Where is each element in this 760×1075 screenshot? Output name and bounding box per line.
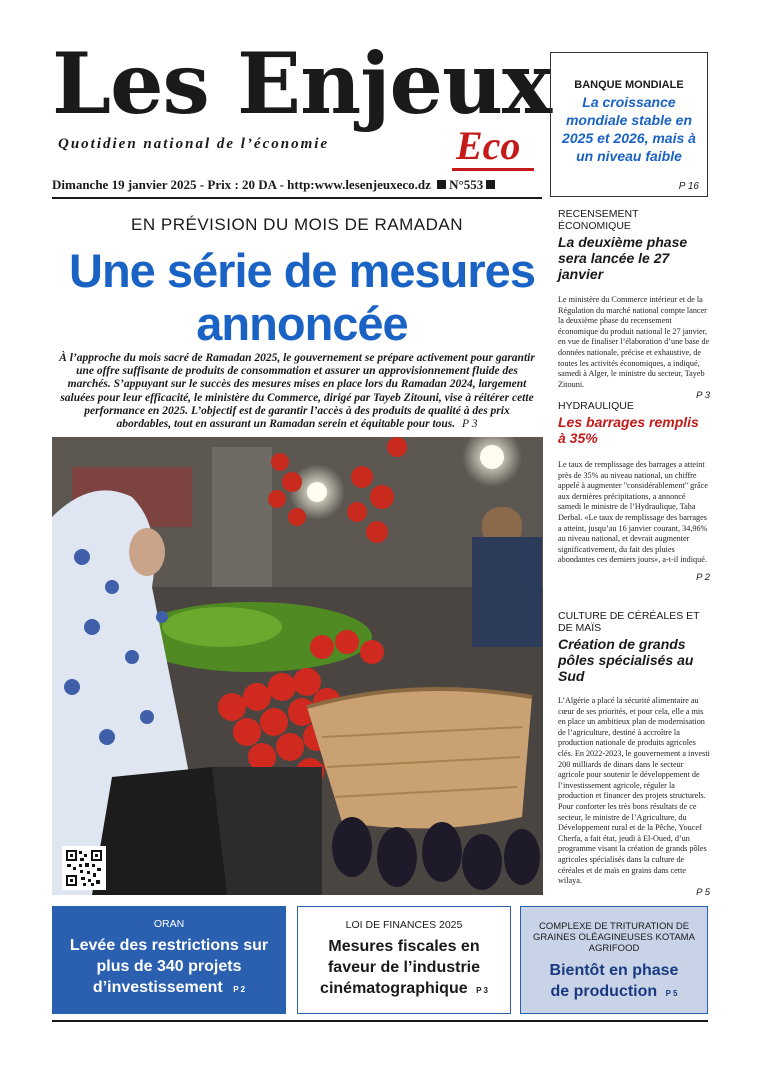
teaser-title[interactable] [521, 960, 707, 1004]
market-stall-photo-icon [52, 437, 543, 895]
teaser-loi-finances[interactable] [297, 906, 511, 1014]
dateline-text: Dimanche 19 janvier 2025 - Prix : 20 DA - http:www.lesenjeuxeco.dz [52, 177, 431, 192]
footer-rule [52, 1020, 708, 1022]
masthead-eco: Eco [456, 123, 521, 168]
issue-number: N°553 [449, 177, 484, 192]
teaser-page-ref: P 3 [476, 986, 488, 995]
teaser-title[interactable] [298, 936, 510, 1001]
teaser-title-text: Mesures fiscales en faveur de l’industrie cinématographique [320, 938, 481, 997]
sidebar-page-ref: P 5 [696, 886, 710, 898]
square-bullet-icon [486, 180, 495, 189]
sidebar-body: Le ministère du Commerce intérieur et de la Régulation du marché national compte lancer la deuxième phase du recensement économique du produit national le 27 janvier, en vue de finaliser l’élaboration d’une base de données nationale, précise et exhaustive, de toutes les activités économiques, a indiqué, samedi à Alger, le ministre du secteur, Tayeb Zitouni. [558, 295, 710, 389]
sidebar-title[interactable]: La deuxième phase sera lancée le 27 janvier [558, 234, 688, 282]
teaser-title-text: Levée des restrictions sur plus de 340 projets d’investissement [69, 937, 269, 996]
sidebar-kicker: HYDRAULIQUE [558, 400, 634, 412]
eco-underline [452, 168, 534, 171]
teaser-title[interactable] [52, 935, 286, 1000]
lead-photo [52, 437, 543, 895]
teaser-page-ref: P 5 [665, 989, 678, 998]
dateline [52, 177, 542, 193]
lead-page-ref: P 3 [462, 418, 478, 431]
masthead-subtitle: Quotidien national de l’économie [58, 136, 330, 152]
sidebar-page-ref: P 3 [696, 390, 710, 402]
square-bullet-icon [437, 180, 446, 189]
teaser-page-ref: P 2 [233, 985, 246, 994]
sidebar-page-ref: P 2 [696, 571, 710, 583]
sidebar-body: Le taux de remplissage des barrages a atteint près de 35% au niveau national, un chiffre appelé à augmenter "considérablement" grâce aux dernières précipitations, a annoncé samedi le ministre de l’Hydraulique, Taha Derbal. «Le taux de remplissage des barrages a atteint, jusqu’au 16 janvier courant, 34,96% au niveau national, et devrait augmenter significativement, du fait des pluies abondantes ces derniers jours», a-t-il indiqué. [558, 460, 708, 565]
sidebar-kicker: RECENSEMENT ÉCONOMIQUE [558, 208, 639, 232]
masthead-rule [52, 197, 542, 199]
teaser-kicker: ORAN [153, 918, 185, 930]
sidebar-body: L’Algérie a placé la sécurité alimentaire au cœur de ses priorités, et pour cela, elle a mis en place un ambitieux plan de modernisation de l’agriculture, destiné à accroître la production nationale de produits agricoles clés. En 2022-2023, le gouvernement a investi 200 milliards de dinars dans le secteur agricole pour soutenir le développement de l’investissement agricole, réguler la production et financer des projets structurels. Pour conforter les très bons résultats de ce secteur, le ministre de l’Agriculture, du Développement rural et de la Pêche, Youcef Cherfa, a fait état, jeudi à El-Oued, d’un programme visant la création de grands pôles agricoles spécialisés dans la culture de céréales et de maïs en grains dans cette wilaya. [558, 696, 710, 886]
ear-page-ref: P 16 [678, 181, 699, 192]
teaser-oran[interactable] [52, 906, 286, 1014]
teaser-kicker: LOI DE FINANCES 2025 [345, 919, 463, 931]
lead-text: À l’approche du mois sacré de Ramadan 2025, le gouvernement se prépare activement pour garantir une offre suffisante de produits de consommation et assurer un approvisionnement fluide des marchés. S’appuyant sur le succès des mesures mises en place lors du Ramadan 2024, largement saluées pour leur efficacité, le ministère du Commerce, dirigé par Tayeb Zitouni, vise à réitérer cette performance en 2025. L’objectif est de garantir l’accès à des produits de qualité à des prix abordables, tout en assurant un Ramadan serein et équitable pour tous. [59, 352, 535, 431]
ear-kicker: BANQUE MONDIALE [574, 79, 684, 91]
lead-headline[interactable]: Une série de mesures annoncée [69, 244, 535, 350]
masthead-title: Les Enjeux [52, 34, 552, 133]
qr-code-pattern [65, 849, 103, 887]
sidebar-article-hydraulique[interactable] [558, 400, 710, 583]
sidebar-title[interactable]: Les barrages remplis à 35% [558, 414, 699, 446]
sidebar-kicker: CULTURE DE CÉRÉALES ET DE MAÏS [558, 610, 700, 634]
sidebar-article-cereales[interactable] [558, 610, 710, 898]
qr-code-icon[interactable] [62, 846, 106, 890]
ear-box[interactable] [550, 52, 708, 197]
sidebar-article-recensement[interactable] [558, 208, 710, 401]
ear-title[interactable]: La croissance mondiale stable en 2025 et 2026, mais à un niveau faible [562, 94, 696, 164]
lead-standfirst [58, 352, 536, 431]
teaser-title-text: Bientôt en phase de production [549, 962, 679, 1000]
sidebar-title[interactable]: Création de grands pôles spécialisés au Sud [558, 636, 694, 684]
lead-kicker: EN PRÉVISION DU MOIS DE RAMADAN [131, 215, 463, 234]
teaser-kicker: COMPLEXE DE TRITURATION DE GRAINES OLÉAGINEUSES KOTAMA AGRIFOOD [533, 921, 695, 954]
teaser-kotama[interactable] [520, 906, 708, 1014]
